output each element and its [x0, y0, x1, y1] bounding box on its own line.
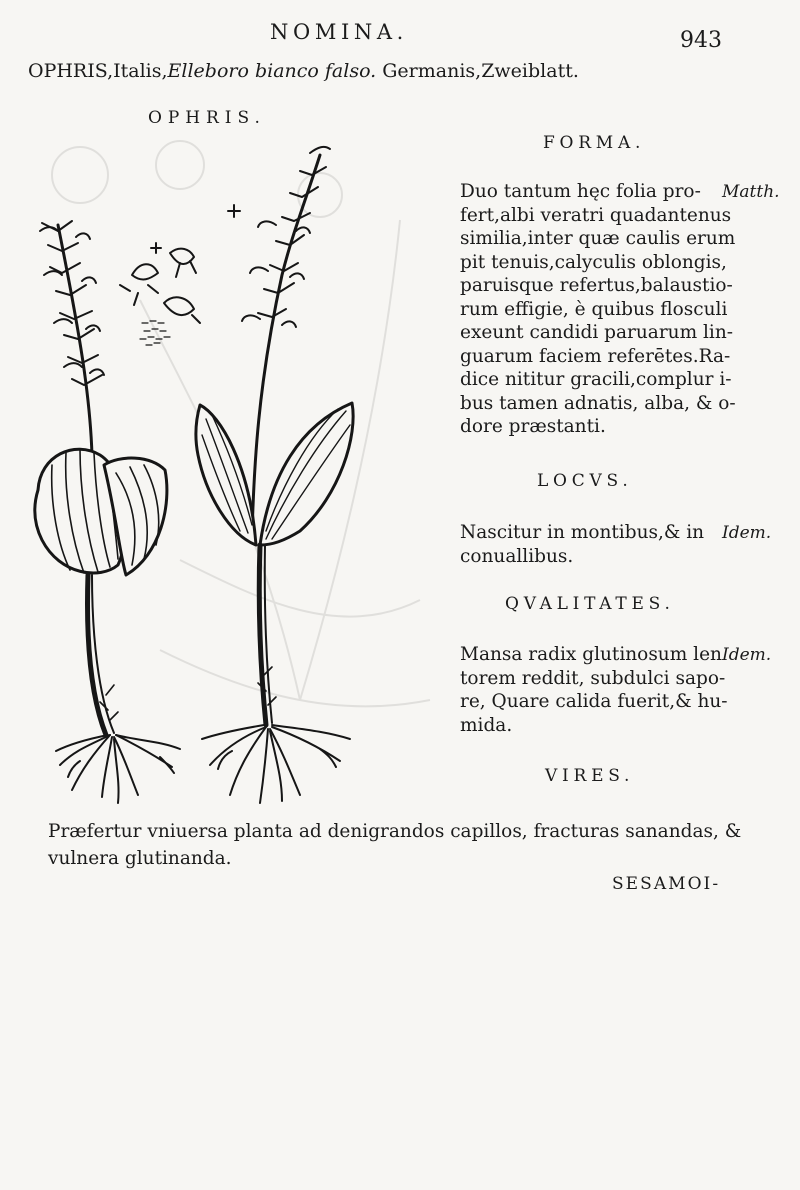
qualitates-line: torem reddit, subdulci sapo-	[460, 667, 726, 689]
figure-label: OPHRIS.	[148, 108, 266, 128]
forma-line: dore præstanti.	[460, 416, 606, 437]
plant-names-line	[28, 60, 579, 82]
catchword: SESAMOI-	[612, 874, 721, 894]
left-plant	[35, 221, 180, 803]
forma-line: paruisque refertus,balaustio-	[460, 275, 733, 296]
forma-line: fert,albi veratri quadantenus	[460, 204, 732, 226]
qualitates-margin-note: Idem.	[722, 645, 772, 665]
running-title: NOMINA.	[270, 20, 408, 44]
forma-line: Duo tantum hęc folia pro-	[460, 181, 701, 202]
forma-margin-note: Matth.	[722, 182, 780, 202]
forma-heading: FORMA.	[543, 133, 646, 153]
locus-heading: LOCVS.	[537, 471, 633, 491]
forma-line: similia,inter quæ caulis erum	[460, 228, 736, 249]
vires-body: Præfertur vniuersa planta ad denigrandos capillos, fracturas sanandas, & vulnera glutinanda.	[48, 821, 742, 869]
forma-body	[460, 180, 736, 439]
flower-detail	[120, 243, 200, 345]
qualitates-line: Mansa radix glutinosum len	[460, 644, 722, 665]
forma-line: dice nititur gracili,complur i-	[460, 369, 732, 390]
right-plant	[196, 147, 353, 803]
forma-line: pit tenuis,calyculis oblongis,	[460, 251, 727, 273]
qualitates-body	[460, 643, 728, 737]
names-lead: OPHRIS,Italis,	[28, 60, 168, 82]
locus-line: Nascitur in montibus,& in	[460, 522, 705, 543]
qualitates-heading: QVALITATES.	[505, 594, 675, 614]
forma-line: guarum faciem referētes.Ra-	[460, 345, 731, 367]
names-italian: Elleboro bianco falso.	[167, 60, 377, 82]
qualitates-line: mida.	[460, 714, 513, 736]
locus-line: conuallibus.	[460, 545, 574, 567]
vires-heading: VIRES.	[545, 766, 635, 786]
locus-margin-note: Idem.	[722, 523, 772, 543]
locus-body	[460, 521, 704, 568]
forma-line: rum effigie, è quibus flosculi	[460, 298, 728, 320]
qualitates-line: re, Quare calida fuerit,& hu-	[460, 691, 728, 712]
names-german: Germanis,Zweiblatt.	[376, 60, 579, 82]
forma-line: bus tamen adnatis, alba, & o-	[460, 392, 736, 414]
forma-line: exeunt candidi paruarum lin-	[460, 322, 734, 343]
ophris-woodcut-illustration	[20, 135, 450, 815]
page-number: 943	[680, 28, 722, 53]
